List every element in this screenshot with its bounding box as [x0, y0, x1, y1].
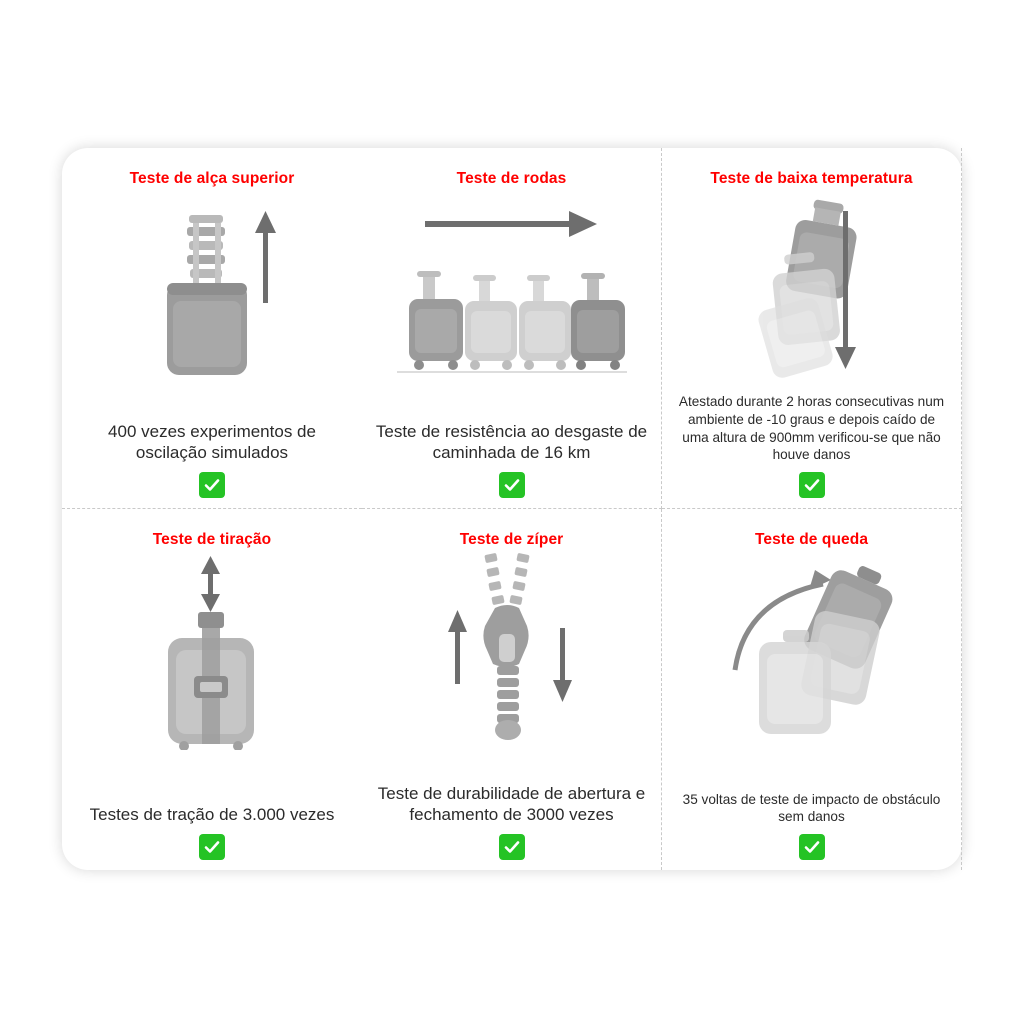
cell-title: Teste de rodas: [456, 170, 567, 187]
rolling-suitcases-icon: [372, 194, 651, 384]
cell-caption: Teste de durabilidade de abertura e fechamento de 3000 vezes: [377, 783, 646, 825]
tumbling-suitcase-icon: [672, 555, 951, 745]
check-mark-icon: [499, 472, 525, 498]
test-cell-zipper: [362, 509, 662, 870]
suitcase-handle-pull-icon: [72, 194, 352, 384]
zipper-slider-icon: [372, 555, 651, 745]
cell-title: Teste de baixa temperatura: [710, 170, 913, 187]
check-mark-icon: [499, 834, 525, 860]
cell-footer: [372, 777, 651, 861]
suitcase-tension-icon: [72, 555, 352, 745]
cell-footer: [674, 387, 949, 498]
cell-title: Teste de alça superior: [129, 170, 295, 187]
test-cell-wheels: [362, 148, 662, 509]
cell-caption: Teste de resistência ao desgaste de caminhada de 16 km: [375, 421, 648, 463]
cell-footer: [674, 785, 949, 860]
test-cell-drop: [662, 509, 962, 870]
cell-footer: [72, 415, 352, 499]
cell-title: Teste de queda: [754, 531, 869, 548]
cell-caption: Testes de tração de 3.000 vezes: [89, 805, 335, 825]
cell-caption: Atestado durante 2 horas consecutivas num ambiente de -10 graus e depois caído de uma altura de 900mm verificou-se que não houve danos: [678, 394, 945, 463]
feature-card: [62, 148, 962, 870]
cell-footer: [372, 415, 651, 499]
test-cell-top-handle: [62, 148, 362, 509]
cell-title: Teste de tiração: [152, 531, 272, 548]
test-cell-low-temperature: [662, 148, 962, 509]
cell-caption: 400 vezes experimentos de oscilação simulados: [108, 421, 316, 463]
cell-title: Teste de zíper: [459, 531, 564, 548]
check-mark-icon: [199, 472, 225, 498]
test-grid: [62, 148, 962, 870]
cell-caption: 35 voltas de teste de impacto de obstáculo sem danos: [682, 791, 941, 825]
check-mark-icon: [199, 834, 225, 860]
check-mark-icon: [799, 834, 825, 860]
check-mark-icon: [799, 472, 825, 498]
falling-suitcase-icon: [672, 194, 951, 384]
test-cell-pull: [62, 509, 362, 870]
cell-footer: [90, 798, 335, 860]
